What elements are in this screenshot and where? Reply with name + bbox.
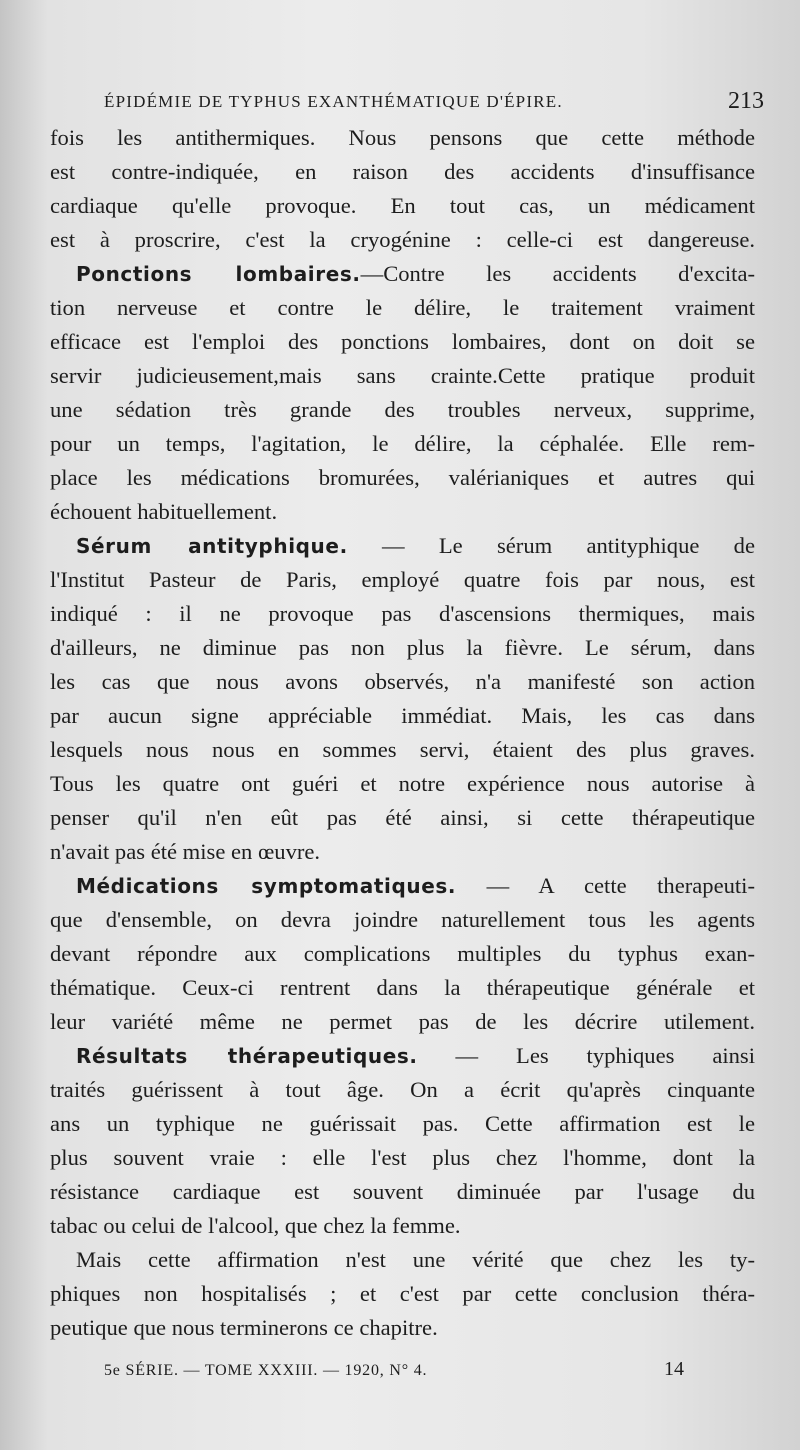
- text-line: indiqué : il ne provoque pas d'ascensions thermiques, mais: [50, 601, 755, 626]
- text-line: les cas que nous avons observés, n'a manifesté son action: [50, 669, 755, 694]
- page-number: 213: [728, 88, 764, 114]
- running-header: [104, 88, 764, 118]
- text-line: traités guérissent à tout âge. On a écrit qu'après cinquante: [50, 1077, 755, 1102]
- text-line: tabac ou celui de l'alcool, que chez la femme.: [50, 1213, 461, 1238]
- text-line: cardiaque qu'elle provoque. En tout cas, un médicament: [50, 193, 755, 218]
- text-line: pour un temps, l'agitation, le délire, la céphalée. Elle rem-: [50, 431, 755, 456]
- text-line: [50, 529, 755, 563]
- text-run: — A cette therapeuti-: [456, 873, 755, 898]
- text-line: leur variété même ne permet pas de les décrire utilement.: [50, 1009, 755, 1034]
- paragraph-ponctions-lombaires: [50, 257, 755, 529]
- paragraph-medications-symptomatiques: [50, 869, 755, 1039]
- text-line: phiques non hospitalisés ; et c'est par cette conclusion théra-: [50, 1281, 755, 1306]
- text-run: — Le sérum antityphique de: [347, 533, 755, 558]
- text-line: fois les antithermiques. Nous pensons que cette méthode: [50, 125, 755, 150]
- text-line: Tous les quatre ont guéri et notre expérience nous autorise à: [50, 771, 755, 796]
- text-line: [50, 257, 755, 291]
- text-line: place les médications bromurées, valérianiques et autres qui: [50, 465, 755, 490]
- text-run: —Contre les accidents d'excita-: [360, 261, 755, 286]
- text-line: penser qu'il n'en eût pas été ainsi, si cette thérapeutique: [50, 805, 755, 830]
- section-heading: Sérum antityphique.: [76, 534, 348, 558]
- text-line: échouent habituellement.: [50, 499, 278, 524]
- section-heading: Ponctions lombaires.: [76, 262, 361, 286]
- paragraph-serum-antityphique: [50, 529, 755, 869]
- running-title: ÉPIDÉMIE DE TYPHUS EXANTHÉMATIQUE D'ÉPIRE.: [104, 92, 563, 111]
- section-heading: Médications symptomatiques.: [76, 874, 457, 898]
- text-line: d'ailleurs, ne diminue pas non plus la fièvre. Le sérum, dans: [50, 635, 755, 660]
- text-line: Mais cette affirmation n'est une vérité que chez les ty-: [76, 1247, 755, 1272]
- section-heading: Résultats thérapeutiques.: [76, 1044, 418, 1068]
- page-footer: [104, 1358, 684, 1388]
- text-line: [50, 869, 755, 903]
- paragraph-conclusion: [50, 1243, 755, 1345]
- text-line: tion nerveuse et contre le délire, le traitement vraiment: [50, 295, 755, 320]
- text-line: plus souvent vraie : elle l'est plus chez l'homme, dont la: [50, 1145, 755, 1170]
- text-line: thématique. Ceux-ci rentrent dans la thérapeutique générale et: [50, 975, 755, 1000]
- signature-mark: 14: [664, 1358, 684, 1380]
- text-line: l'Institut Pasteur de Paris, employé quatre fois par nous, est: [50, 567, 755, 592]
- text-line: servir judicieusement,mais sans crainte.Cette pratique produit: [50, 363, 755, 388]
- paragraph-resultats-therapeutiques: [50, 1039, 755, 1243]
- text-line: efficace est l'emploi des ponctions lombaires, dont on doit se: [50, 329, 755, 354]
- text-line: que d'ensemble, on devra joindre naturellement tous les agents: [50, 907, 755, 932]
- text-line: n'avait pas été mise en œuvre.: [50, 839, 321, 864]
- text-line: est contre-indiquée, en raison des accidents d'insuffisance: [50, 159, 755, 184]
- text-line: lesquels nous nous en sommes servi, étaient des plus graves.: [50, 737, 755, 762]
- text-line: ans un typhique ne guérissait pas. Cette affirmation est le: [50, 1111, 755, 1136]
- text-line: devant répondre aux complications multiples du typhus exan-: [50, 941, 755, 966]
- text-line: [50, 1039, 755, 1073]
- text-run: — Les typhiques ainsi: [417, 1043, 755, 1068]
- text-line: résistance cardiaque est souvent diminuée par l'usage du: [50, 1179, 755, 1204]
- text-line: peutique que nous terminerons ce chapitre.: [50, 1315, 438, 1340]
- text-line: une sédation très grande des troubles nerveux, supprime,: [50, 397, 755, 422]
- body-text: [50, 121, 755, 1345]
- text-line: par aucun signe appréciable immédiat. Mais, les cas dans: [50, 703, 755, 728]
- paragraph-continuation: [50, 121, 755, 257]
- series-info: 5e SÉRIE. — TOME XXXIII. — 1920, N° 4.: [104, 1362, 428, 1379]
- text-line: est à proscrire, c'est la cryogénine : celle-ci est dangereuse.: [50, 227, 755, 252]
